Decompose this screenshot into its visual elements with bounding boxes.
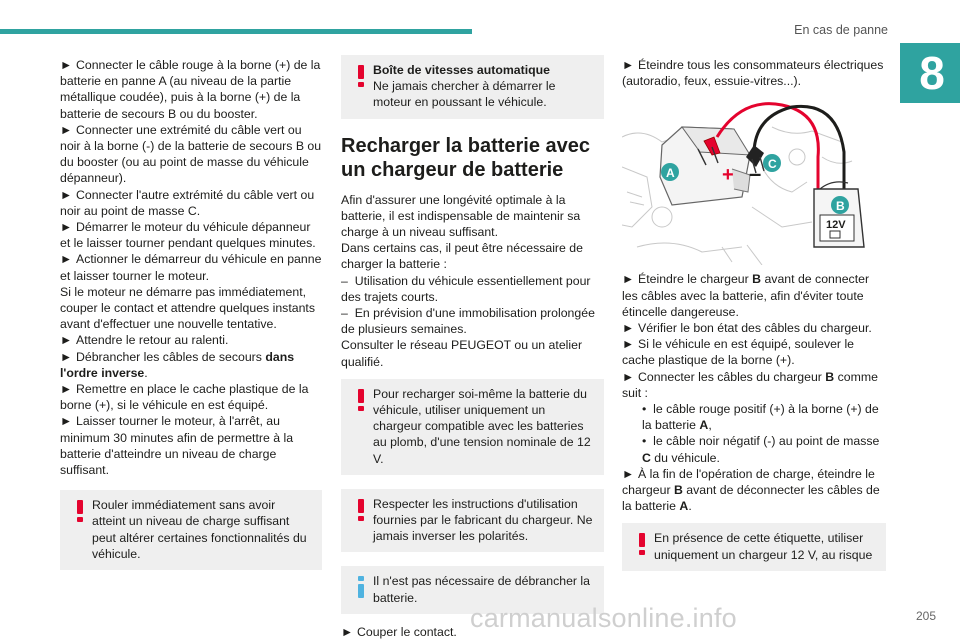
warning-title: Boîte de vitesses automatique: [373, 63, 550, 77]
step-item: ► Connecter les câbles du chargeur B comme suit :: [622, 369, 878, 400]
arrow-icon: ►: [60, 349, 73, 364]
arrow-icon: ►: [60, 382, 73, 397]
chapter-number-tab: 8: [900, 43, 960, 103]
column-1: [60, 57, 322, 570]
step-item: ► Attendre le retour au ralenti.: [60, 333, 229, 348]
step-item: ► Connecter le câble rouge à la borne (+) de la batterie en panne A (au niveau de la partie métallique coudée), puis à la borne (+) de la batterie de secours B ou du booster.: [60, 58, 321, 121]
page-number: 205: [915, 609, 936, 623]
voltage-label: 12V: [826, 219, 846, 232]
info-icon: [353, 575, 369, 599]
warning-text: Pour recharger soi-même la batterie du véhicule, utiliser uniquement un chargeur compatible avec les batteries au plomb, d'une tension nominale de 12 V.: [373, 386, 591, 466]
warning-text: Respecter les instructions d'utilisation fournies par le fabricant du chargeur. Ne jamais inverser les polarités.: [373, 496, 593, 544]
sub-item: • le câble rouge positif (+) à la borne (+) de la batterie A,: [642, 402, 879, 433]
section-title: En cas de panne: [794, 23, 888, 37]
warning-box: [341, 379, 604, 475]
step-item: ► Couper le contact.: [341, 624, 457, 639]
header-accent-bar: [0, 29, 472, 34]
step-item: ► Actionner le démarreur du véhicule en panne et laisser tourner le moteur.: [60, 252, 322, 283]
warning-box: [622, 523, 886, 570]
arrow-icon: ►: [60, 252, 73, 267]
label-b: B: [836, 199, 845, 214]
warning-text: Ne jamais chercher à démarrer le moteur en poussant le véhicule.: [373, 79, 556, 110]
label-a: A: [666, 166, 675, 181]
arrow-icon: ►: [341, 624, 354, 639]
watermark-text: carmanualsonline.info: [470, 603, 737, 633]
warning-box: [341, 55, 604, 119]
step-item: ► Éteindre tous les consommateurs électriques (autoradio, feux, essuie-vitres...).: [622, 58, 884, 89]
bullet-icon: •: [642, 402, 654, 417]
step-item: ► Laisser tourner le moteur, à l'arrêt, au minimum 30 minutes afin de permettre à la batterie d'atteindre un niveau de charge suffisant.: [60, 414, 294, 478]
step-item: ► Connecter l'autre extrémité du câble vert ou noir au point de masse C.: [60, 187, 315, 218]
warning-exclamation-icon: [353, 388, 369, 412]
step-item: ► Démarrer le moteur du véhicule dépanneur et le laisser tourner pendant quelques minutes.: [60, 220, 316, 251]
step-item: ► À la fin de l'opération de charge, éteindre le chargeur B avant de déconnecter les câbles de la batterie A.: [622, 466, 880, 514]
arrow-icon: ►: [622, 369, 635, 384]
consult-text: Consulter le réseau PEUGEOT ou un atelier qualifié.: [341, 338, 583, 369]
step-item: ► Remettre en place le cache plastique de la borne (+), si le véhicule en est équipé.: [60, 382, 309, 413]
engine-bay-drawing: [622, 97, 886, 265]
warning-exclamation-icon: [353, 64, 369, 88]
intro-text-2: Dans certains cas, il peut être nécessaire de charger la batterie :: [341, 241, 583, 272]
arrow-icon: ►: [60, 414, 73, 429]
warning-box: [341, 489, 604, 553]
case-item: – Utilisation du véhicule essentiellement pour des trajets courts.: [341, 273, 591, 304]
arrow-icon: ►: [622, 272, 635, 287]
arrow-icon: ►: [60, 58, 73, 72]
svg-text:–: –: [749, 161, 762, 187]
arrow-icon: ►: [60, 220, 73, 235]
step-item: ► Vérifier le bon état des câbles du chargeur.: [622, 321, 872, 336]
case-item: – En prévision d'une immobilisation prolongée de plusieurs semaines.: [341, 306, 595, 337]
step-item: ► Connecter une extrémité du câble vert ou noir à la borne (-) de la batterie de secours B ou du booster (ou au point de masse du véhicule dépanneur).: [60, 122, 322, 186]
column-3: [622, 57, 886, 571]
step-item: ► Débrancher les câbles de secours dans l'ordre inverse.: [60, 349, 295, 380]
warning-exclamation-icon: [634, 532, 650, 556]
warning-box: [60, 490, 322, 570]
arrow-icon: ►: [60, 122, 73, 137]
battery-charger-illustration: [622, 97, 886, 265]
label-c: C: [768, 157, 777, 172]
arrow-icon: ►: [622, 337, 635, 352]
column-2: [341, 55, 604, 640]
step-item: ► Éteindre le chargeur B avant de connecter les câbles avec la batterie, afin d'éviter toute étincelle dangereuse.: [622, 272, 870, 319]
arrow-icon: ►: [622, 321, 635, 336]
warning-text: Rouler immédiatement sans avoir atteint un niveau de charge suffisant peut altérer certaines fonctionnalités du véhicule.: [92, 498, 307, 561]
intro-text: Afin d'assurer une longévité optimale à la batterie, il est indispensable de maintenir sa charge à un niveau suffisant.: [341, 192, 581, 240]
arrow-icon: ►: [60, 333, 73, 348]
warning-exclamation-icon: [353, 498, 369, 522]
sub-item: • le câble noir négatif (-) au point de masse C du véhicule.: [642, 434, 880, 465]
note-text: Si le moteur ne démarre pas immédiatement, couper le contact et attendre quelques instants avant d'effectuer une nouvelle tentative.: [60, 284, 315, 332]
arrow-icon: ►: [622, 466, 635, 481]
warning-exclamation-icon: [72, 499, 88, 523]
arrow-icon: ►: [60, 187, 73, 202]
section-heading: Recharger la batterie avec un chargeur de batterie: [341, 134, 591, 181]
step-item: ► Si le véhicule en est équipé, soulever le cache plastique de la borne (+).: [622, 337, 855, 368]
info-text: Il n'est pas nécessaire de débrancher la batterie.: [373, 574, 590, 605]
warning-text: En présence de cette étiquette, utiliser uniquement un chargeur 12 V, au risque: [654, 531, 873, 562]
bullet-icon: •: [642, 434, 654, 449]
arrow-icon: ►: [622, 58, 635, 72]
svg-text:+: +: [722, 164, 734, 187]
